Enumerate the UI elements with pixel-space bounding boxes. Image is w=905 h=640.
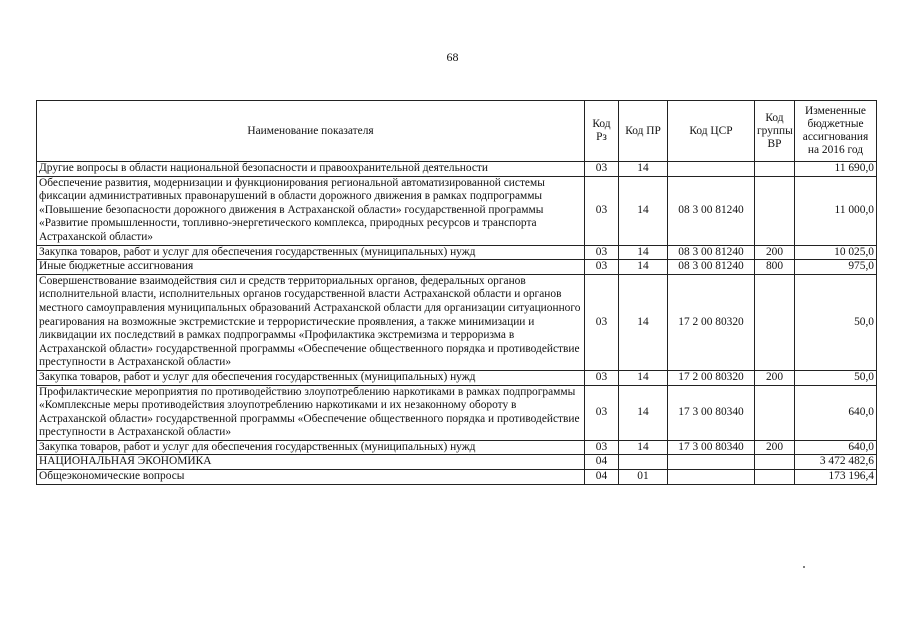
cell-name: НАЦИОНАЛЬНАЯ ЭКОНОМИКА — [37, 455, 585, 470]
header-csr: Код ЦСР — [668, 101, 755, 162]
table-header-row — [37, 101, 877, 162]
cell-vr — [755, 176, 795, 245]
cell-name: Иные бюджетные ассигнования — [37, 260, 585, 275]
cell-vr: 200 — [755, 245, 795, 260]
cell-rz: 03 — [585, 162, 619, 177]
cell-vr — [755, 470, 795, 485]
cell-sum: 3 472 482,6 — [795, 455, 877, 470]
cell-name: Закупка товаров, работ и услуг для обеспечения государственных (муниципальных) нужд — [37, 370, 585, 385]
table-row — [37, 440, 877, 455]
cell-vr — [755, 274, 795, 370]
cell-sum: 50,0 — [795, 274, 877, 370]
table-row — [37, 260, 877, 275]
cell-rz: 04 — [585, 455, 619, 470]
cell-pr: 14 — [619, 385, 668, 440]
table-row — [37, 176, 877, 245]
cell-name: Закупка товаров, работ и услуг для обеспечения государственных (муниципальных) нужд — [37, 440, 585, 455]
cell-csr — [668, 162, 755, 177]
cell-sum: 173 196,4 — [795, 470, 877, 485]
table-row — [37, 162, 877, 177]
table-row — [37, 385, 877, 440]
cell-pr — [619, 455, 668, 470]
cell-pr: 14 — [619, 370, 668, 385]
cell-vr — [755, 162, 795, 177]
cell-rz: 03 — [585, 440, 619, 455]
cell-vr: 800 — [755, 260, 795, 275]
cell-csr: 17 2 00 80320 — [668, 274, 755, 370]
header-vr: Код группы ВР — [755, 101, 795, 162]
cell-rz: 04 — [585, 470, 619, 485]
cell-sum: 11 690,0 — [795, 162, 877, 177]
table-row — [37, 274, 877, 370]
cell-pr: 14 — [619, 176, 668, 245]
budget-table — [36, 100, 877, 485]
cell-pr: 14 — [619, 274, 668, 370]
cell-pr: 14 — [619, 440, 668, 455]
cell-csr: 17 3 00 80340 — [668, 385, 755, 440]
cell-sum: 11 000,0 — [795, 176, 877, 245]
table-row — [37, 370, 877, 385]
cell-csr: 17 2 00 80320 — [668, 370, 755, 385]
cell-name: Профилактические мероприятия по противодействию злоупотреблению наркотиками в рамках подпрограммы «Комплексные меры противодействия злоупотреблению наркотиками и их незаконному обороту в Астраханской области» государственной программы «Обеспечение общественного порядка и противодействие преступности в Астраханской области» — [37, 385, 585, 440]
cell-csr: 08 3 00 81240 — [668, 245, 755, 260]
cell-rz: 03 — [585, 370, 619, 385]
cell-vr — [755, 385, 795, 440]
cell-vr: 200 — [755, 370, 795, 385]
cell-name: Общеэкономические вопросы — [37, 470, 585, 485]
cell-rz: 03 — [585, 176, 619, 245]
cell-csr: 08 3 00 81240 — [668, 176, 755, 245]
table-row — [37, 245, 877, 260]
cell-rz: 03 — [585, 260, 619, 275]
header-rz: Код Рз — [585, 101, 619, 162]
cell-vr — [755, 455, 795, 470]
cell-rz: 03 — [585, 385, 619, 440]
page-number: 68 — [446, 50, 459, 64]
cell-csr — [668, 455, 755, 470]
cell-pr: 14 — [619, 245, 668, 260]
cell-sum: 50,0 — [795, 370, 877, 385]
cell-name: Совершенствование взаимодействия сил и средств территориальных органов, федеральных органов исполнительной власти, исполнительных органов государственной власти Астраханской области и органов местного самоуправления муниципальных образований Астраханской области для организации ситуационного реагирования на возможные экстремистские и террористические проявления, а также минимизации и ликвидации их последствий в рамках подпрограммы «Профилактика экстремизма и терроризма в Астраханской области» государственной программы «Обеспечение общественного порядка и противодействие преступности в Астраханской области» — [37, 274, 585, 370]
table-row — [37, 455, 877, 470]
cell-csr — [668, 470, 755, 485]
cell-name: Закупка товаров, работ и услуг для обеспечения государственных (муниципальных) нужд — [37, 245, 585, 260]
cell-sum: 640,0 — [795, 385, 877, 440]
cell-sum: 640,0 — [795, 440, 877, 455]
cell-csr: 17 3 00 80340 — [668, 440, 755, 455]
header-sum: Измененные бюджетные ассигнования на 2016 год — [795, 101, 877, 162]
cell-csr: 08 3 00 81240 — [668, 260, 755, 275]
cell-name: Другие вопросы в области национальной безопасности и правоохранительной деятельности — [37, 162, 585, 177]
header-pr: Код ПР — [619, 101, 668, 162]
cell-sum: 10 025,0 — [795, 245, 877, 260]
cell-pr: 14 — [619, 162, 668, 177]
cell-vr: 200 — [755, 440, 795, 455]
scan-speck — [803, 566, 805, 568]
cell-pr: 01 — [619, 470, 668, 485]
cell-rz: 03 — [585, 245, 619, 260]
cell-pr: 14 — [619, 260, 668, 275]
cell-name: Обеспечение развития, модернизации и функционирования региональной автоматизированной системы фиксации административных правонарушений в области дорожного движения в рамках подпрограммы «Повышение безопасности дорожного движения в Астраханской области» государственной программы «Развитие промышленности, топливно-энергетического комплекса, природных ресурсов и транспорта Астраханской области» — [37, 176, 585, 245]
cell-sum: 975,0 — [795, 260, 877, 275]
cell-rz: 03 — [585, 274, 619, 370]
header-name: Наименование показателя — [37, 101, 585, 162]
table-row — [37, 470, 877, 485]
